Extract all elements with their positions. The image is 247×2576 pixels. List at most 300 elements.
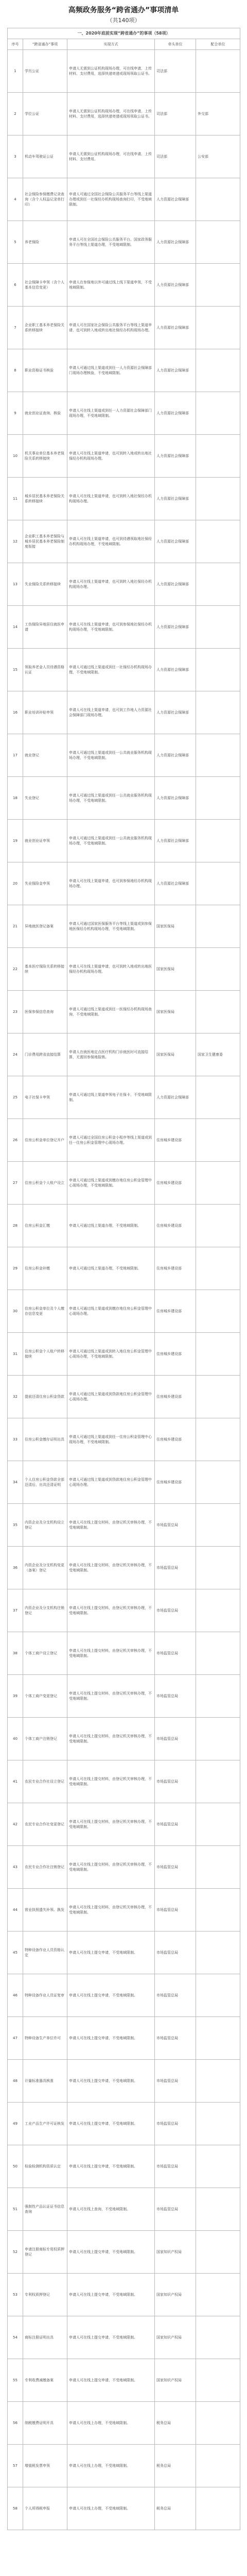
cell-no: 31 [8, 1333, 23, 1376]
cell-item: 纳税缴费证明开具 [23, 2402, 67, 2445]
cell-lead-unit: 人力资源社会保障部 [155, 734, 196, 777]
cell-item: 社会保险参保缴费记录查询（含个人权益记录单打印） [23, 178, 67, 221]
cell-item: 住房公积金缴存证明出具 [23, 1418, 67, 1461]
cell-method: 申请人可通过全国社会保险公共服务平台等线上渠道办理或到任一社保经办机构现场查询打印，不受地域限制。 [67, 178, 155, 221]
services-table [7, 28, 240, 2530]
cell-method: 申请人可在线上提交申请，不受地域限制。 [67, 2017, 155, 2060]
cell-support-unit [196, 1760, 240, 1803]
cell-support-unit [196, 1803, 240, 1846]
cell-support-unit [196, 435, 240, 478]
cell-no: 33 [8, 1418, 23, 1461]
cell-no: 45 [8, 1931, 23, 1974]
cell-method: 申请人可在线上提交材料，由登记机关审核办理，不受地域限制。 [67, 1803, 155, 1846]
cell-support-unit [196, 2445, 240, 2487]
cell-no: 58 [8, 2487, 23, 2530]
cell-lead-unit: 人力资源社会保障部 [155, 178, 196, 221]
cell-method: 申请人无需到公证机构现场办理，可在线申请、上传材料、支付费用，选择快递寄递或现场领取公证书。 [67, 93, 155, 135]
cell-support-unit [196, 1376, 240, 1418]
cell-support-unit [196, 1418, 240, 1461]
cell-lead-unit: 住房城乡建设部 [155, 1205, 196, 1247]
cell-method: 申请人可在线上渠道申请，也可到工作地人力资源社会保障部门现场办理。 [67, 691, 155, 734]
cell-method: 申请人可在线上提交申请，不受地域限制。 [67, 2316, 155, 2359]
cell-lead-unit: 市场监管总局 [155, 2145, 196, 2188]
cell-support-unit [196, 1675, 240, 1718]
cell-no: 52 [8, 2231, 23, 2274]
cell-lead-unit: 人力资源社会保障部 [155, 862, 196, 905]
table-row [8, 2188, 240, 2231]
cell-no: 21 [8, 905, 23, 948]
table-row [8, 520, 240, 563]
cell-no: 49 [8, 2103, 23, 2145]
cell-no: 8 [8, 349, 23, 392]
cell-support-unit [196, 691, 240, 734]
cell-support-unit [196, 2359, 240, 2402]
cell-support-unit [196, 1247, 240, 1290]
section-title: 一、2020年底前实现“跨省通办”的事项（58项） [8, 28, 240, 39]
table-row [8, 905, 240, 948]
cell-support-unit [196, 777, 240, 820]
cell-lead-unit: 市场监管总局 [155, 1547, 196, 1589]
table-row [8, 948, 240, 991]
cell-method: 申请人可在线上办理，不受地域限制。 [67, 2445, 155, 2487]
cell-no: 37 [8, 1589, 23, 1632]
cell-support-unit [196, 1461, 240, 1504]
table-row [8, 2487, 240, 2530]
table-row [8, 1846, 240, 1889]
cell-item: 城乡居民基本养老保险关系转移接续 [23, 478, 67, 520]
cell-lead-unit: 市场监管总局 [155, 1632, 196, 1675]
cell-support-unit [196, 264, 240, 307]
table-row [8, 2402, 240, 2445]
table-row [8, 178, 240, 221]
cell-item: 专利收费减缴备案 [23, 2359, 67, 2402]
cell-no: 50 [8, 2145, 23, 2188]
cell-item: 工伤保险异地居住就医申请 [23, 606, 67, 649]
cell-lead-unit: 税务总局 [155, 2402, 196, 2445]
cell-lead-unit: 国家知识产权局 [155, 2274, 196, 2316]
cell-item: 医保参保信息查询 [23, 991, 67, 1033]
cell-method: 申请人可在线上提交材料，由登记机关审核办理，不受地域限制。 [67, 1760, 155, 1803]
cell-item: 住房公积金汇缴 [23, 1205, 67, 1247]
table-row [8, 1418, 240, 1461]
cell-lead-unit: 市场监管总局 [155, 1589, 196, 1632]
cell-lead-unit: 市场监管总局 [155, 1931, 196, 1974]
cell-item: 个体工商户变更登记 [23, 1675, 67, 1718]
cell-item: 电子社保卡申领 [23, 1076, 67, 1119]
cell-no: 24 [8, 1033, 23, 1076]
cell-lead-unit: 住房城乡建设部 [155, 1290, 196, 1333]
cell-no: 46 [8, 1974, 23, 2017]
cell-no: 54 [8, 2316, 23, 2359]
cell-lead-unit: 住房城乡建设部 [155, 1461, 196, 1504]
table-row [8, 1889, 240, 1931]
cell-item: 农民专业合作社变更登记 [23, 1803, 67, 1846]
cell-lead-unit: 住房城乡建设部 [155, 1247, 196, 1290]
cell-support-unit [196, 520, 240, 563]
cell-no: 39 [8, 1675, 23, 1718]
cell-support-unit [196, 563, 240, 606]
cell-no: 40 [8, 1718, 23, 1760]
cell-no: 15 [8, 649, 23, 691]
cell-method: 申请人可在线上渠道或到任一人力资源社会保障部门现场办理，不受地域限制。 [67, 392, 155, 435]
cell-item: 住房公积金个人账户设立 [23, 1162, 67, 1205]
cell-method: 申请人可在线上提交申请，不受地域限制。 [67, 2060, 155, 2103]
cell-item: 机动车驾驶证公证 [23, 135, 67, 178]
cell-method: 申请人可通过线上渠道或到转入地住房公积金管理中心现场办理，不受地域限制。 [67, 1333, 155, 1376]
cell-support-unit [196, 2402, 240, 2445]
cell-support-unit: 国家卫生健康委 [196, 1033, 240, 1076]
page-title: 高频政务服务“跨省通办”事项清单 [68, 6, 179, 14]
cell-method: 申请人可在线上提交材料，由登记机关审核办理，不受地域限制。 [67, 1632, 155, 1675]
cell-no: 12 [8, 520, 23, 563]
cell-lead-unit: 司法部 [155, 50, 196, 93]
cell-lead-unit: 人力资源社会保障部 [155, 1076, 196, 1119]
cell-no: 3 [8, 135, 23, 178]
cell-support-unit [196, 1889, 240, 1931]
cell-item: 学位公证 [23, 93, 67, 135]
cell-no: 9 [8, 392, 23, 435]
cell-lead-unit: 人力资源社会保障部 [155, 649, 196, 691]
cell-support-unit [196, 392, 240, 435]
cell-support-unit [196, 1718, 240, 1760]
cell-support-unit [196, 2188, 240, 2231]
cell-item: 领取养老金人员待遇资格认证 [23, 649, 67, 691]
cell-item: 住房公积金个人账户转移接续 [23, 1333, 67, 1376]
cell-method: 申请人无需到公证机构现场办理，可在线申请、上传材料、支付费用。 [67, 135, 155, 178]
cell-method: 申请人可通过全国住房公积金小程序等线上渠道或到任一住房公积金管理中心现场办理。 [67, 1119, 155, 1162]
table-row [8, 1675, 240, 1718]
cell-item: 住房公积金单位登记开户 [23, 1119, 67, 1162]
table-row [8, 1376, 240, 1418]
cell-no: 55 [8, 2359, 23, 2402]
cell-no: 7 [8, 307, 23, 349]
cell-no: 11 [8, 478, 23, 520]
cell-lead-unit: 住房城乡建设部 [155, 1162, 196, 1205]
cell-support-unit [196, 2274, 240, 2316]
cell-no: 14 [8, 606, 23, 649]
cell-item: 特种设备作业人员资格认定 [23, 1931, 67, 1974]
cell-item: 学历公证 [23, 50, 67, 93]
cell-no: 16 [8, 691, 23, 734]
cell-no: 25 [8, 1076, 23, 1119]
cell-method: 申请人可通过线上渠道或到任一人力资源社会保障部门现场办理核验，不受地域限制。 [67, 349, 155, 392]
cell-lead-unit: 人力资源社会保障部 [155, 392, 196, 435]
cell-support-unit [196, 2103, 240, 2145]
cell-item: 住房公积金单位及个人缴存信息变更 [23, 1290, 67, 1333]
cell-support-unit [196, 734, 240, 777]
cell-lead-unit: 住房城乡建设部 [155, 1119, 196, 1162]
cell-lead-unit: 市场监管总局 [155, 2103, 196, 2145]
cell-no: 23 [8, 991, 23, 1033]
cell-method: 申请人可在线上提交材料，由登记机关审核办理，不受地域限制。 [67, 1718, 155, 1760]
cell-method: 申请人可通过线上渠道或到贷款地住房公积金管理中心现场办理。 [67, 1376, 155, 1418]
cell-support-unit [196, 221, 240, 264]
col-header-method: 实现方式 [67, 39, 155, 50]
cell-item: 增值税发票申领 [23, 2445, 67, 2487]
cell-lead-unit: 国家知识产权局 [155, 2359, 196, 2402]
table-row [8, 2060, 240, 2103]
cell-method: 申请人可在线上渠道申请，也可到转入地社保经办机构现场办理。 [67, 563, 155, 606]
cell-item: 个人住房公积金贷款全部还清后，出具还清证明 [23, 1461, 67, 1504]
cell-item: 个体工商户设立登记 [23, 1632, 67, 1675]
cell-no: 32 [8, 1376, 23, 1418]
cell-lead-unit: 国家医保局 [155, 1033, 196, 1076]
table-row [8, 1333, 240, 1376]
cell-no: 19 [8, 820, 23, 862]
table-row [8, 435, 240, 478]
cell-no: 29 [8, 1247, 23, 1290]
cell-support-unit [196, 2231, 240, 2274]
cell-no: 17 [8, 734, 23, 777]
table-row [8, 1760, 240, 1803]
cell-lead-unit: 人力资源社会保障部 [155, 264, 196, 307]
cell-item: 基本医疗保险关系转移接续 [23, 948, 67, 991]
cell-item: 住房公积金补缴 [23, 1247, 67, 1290]
table-row [8, 2231, 240, 2274]
table-row [8, 93, 240, 135]
cell-no: 47 [8, 2017, 23, 2060]
cell-item: 机关事业单位基本养老保险关系转移接续 [23, 435, 67, 478]
cell-no: 5 [8, 221, 23, 264]
cell-no: 48 [8, 2060, 23, 2103]
cell-lead-unit: 人力资源社会保障部 [155, 777, 196, 820]
cell-item: 农民专业合作社注销登记 [23, 1846, 67, 1889]
cell-support-unit [196, 307, 240, 349]
table-row [8, 2145, 240, 2188]
cell-item: 内资企业及分支机构变更（备案）登记 [23, 1547, 67, 1589]
cell-no: 10 [8, 435, 23, 478]
table-row [8, 2017, 240, 2060]
cell-item: 内资企业及分支机构注销登记 [23, 1589, 67, 1632]
cell-method: 申请人可在线上渠道申请，也可到参保地社保经办机构现场办理，不受地域限制。 [67, 606, 155, 649]
col-header-no: 序号 [8, 39, 23, 50]
col-header-item: “跨省通办”事项 [23, 39, 67, 50]
col-header-support-unit: 配合单位 [196, 39, 240, 50]
cell-item: 企业职工基本养老保险关系转移接续 [23, 307, 67, 349]
cell-method: 申请人可在线上提交申请，不受地域限制。 [67, 2103, 155, 2145]
cell-item: 个体工商户注销登记 [23, 1718, 67, 1760]
cell-item: 专利权质押登记 [23, 2274, 67, 2316]
cell-support-unit [196, 1974, 240, 2017]
table-row [8, 649, 240, 691]
table-row [8, 264, 240, 307]
cell-item: 营业执照遗失补领、换发 [23, 1889, 67, 1931]
table-row [8, 1461, 240, 1504]
cell-method: 申请人可通过线上渠道或到缴存地住房公积金管理中心现场办理。 [67, 1290, 155, 1333]
cell-lead-unit: 司法部 [155, 135, 196, 178]
cell-support-unit [196, 948, 240, 991]
cell-method: 申请人无需到公证机构现场办理，可在线申请、上传材料、支付费用，选择快递寄递或现场领取公证书。 [67, 50, 155, 93]
cell-method: 申请人可在线上提交申请，不受地域限制。 [67, 2231, 155, 2274]
cell-lead-unit: 国家知识产权局 [155, 2316, 196, 2359]
cell-no: 57 [8, 2445, 23, 2487]
cell-support-unit [196, 1290, 240, 1333]
cell-support-unit [196, 1504, 240, 1547]
cell-method: 申请人可在线上查询，不受地域限制。 [67, 2188, 155, 2231]
table-row [8, 2359, 240, 2402]
table-row [8, 1290, 240, 1333]
cell-method: 申请人可通过线上渠道办理，不受地域限制。 [67, 1247, 155, 1290]
cell-lead-unit: 人力资源社会保障部 [155, 691, 196, 734]
cell-method: 申请人可通过线上渠道或到任一医保经办机构现场查询，不受地域限制。 [67, 991, 155, 1033]
table-row [8, 734, 240, 777]
cell-no: 34 [8, 1461, 23, 1504]
cell-lead-unit: 人力资源社会保障部 [155, 563, 196, 606]
cell-method: 申请人可在全国社会保险公共服务平台、国家政务服务平台等线上渠道办理，不受地域限制。 [67, 221, 155, 264]
cell-support-unit [196, 2145, 240, 2188]
cell-lead-unit: 人力资源社会保障部 [155, 606, 196, 649]
cell-lead-unit: 市场监管总局 [155, 2060, 196, 2103]
cell-no: 44 [8, 1889, 23, 1931]
cell-lead-unit: 市场监管总局 [155, 2188, 196, 2231]
table-row [8, 2316, 240, 2359]
table-row [8, 2445, 240, 2487]
cell-support-unit [196, 2487, 240, 2530]
cell-lead-unit: 人力资源社会保障部 [155, 221, 196, 264]
cell-method: 申请人可在线上渠道申请，也可到参保地经办机构现场办理。 [67, 862, 155, 905]
cell-method: 申请人可在线上渠道申请，也可到转入地或转出地医保经办机构现场办理。 [67, 948, 155, 991]
cell-item: 职业培训补贴申领 [23, 691, 67, 734]
cell-method: 申请人可在线上渠道申请，也可到待遇领取地社保经办机构现场办理，不受地域限制。 [67, 520, 155, 563]
cell-support-unit [196, 349, 240, 392]
cell-item: 失业保险金申领 [23, 862, 67, 905]
cell-support-unit [196, 1931, 240, 1974]
cell-item: 职业资格证书核验 [23, 349, 67, 392]
cell-no: 38 [8, 1632, 23, 1675]
table-row [8, 1247, 240, 1290]
cell-lead-unit: 人力资源社会保障部 [155, 349, 196, 392]
cell-no: 2 [8, 93, 23, 135]
cell-no: 41 [8, 1760, 23, 1803]
table-row [8, 606, 240, 649]
cell-no: 22 [8, 948, 23, 991]
cell-item: 申请注册商标专用权质押登记 [23, 2231, 67, 2274]
cell-method: 申请人可通过线上渠道办理，不受地域限制。 [67, 1205, 155, 1247]
cell-lead-unit: 市场监管总局 [155, 1675, 196, 1718]
cell-lead-unit: 国家知识产权局 [155, 2231, 196, 2274]
cell-support-unit [196, 905, 240, 948]
cell-item: 养老保险 [23, 221, 67, 264]
cell-item: 工业产品生产许可证核发 [23, 2103, 67, 2145]
table-row [8, 563, 240, 606]
cell-item: 计量标准器具核准 [23, 2060, 67, 2103]
cell-no: 42 [8, 1803, 23, 1846]
cell-lead-unit: 司法部 [155, 93, 196, 135]
cell-lead-unit: 市场监管总局 [155, 1504, 196, 1547]
table-row [8, 1119, 240, 1162]
cell-item: 特种设备生产单位许可 [23, 2017, 67, 2060]
cell-support-unit [196, 1632, 240, 1675]
cell-no: 51 [8, 2188, 23, 2231]
table-row [8, 392, 240, 435]
cell-no: 27 [8, 1162, 23, 1205]
table-row [8, 777, 240, 820]
cell-item: 农民专业合作社设立登记 [23, 1760, 67, 1803]
cell-method: 申请人可通过线上渠道或到任一公共就业服务机构现场办理，不受地域限制。 [67, 820, 155, 862]
cell-method: 申请人可通过国家医保服务平台等线上渠道或到参保地医保经办机构现场办理，不受地域限制。 [67, 905, 155, 948]
cell-lead-unit: 国家医保局 [155, 991, 196, 1033]
cell-support-unit [196, 2017, 240, 2060]
cell-item: 门诊费用跨省直接结算 [23, 1033, 67, 1076]
table-row [8, 1076, 240, 1119]
cell-support-unit [196, 1846, 240, 1889]
cell-no: 20 [8, 862, 23, 905]
cell-item: 内资企业及分支机构设立登记 [23, 1504, 67, 1547]
table-row [8, 1547, 240, 1589]
cell-item: 就业创业证查询、核验 [23, 392, 67, 435]
cell-lead-unit: 住房城乡建设部 [155, 1333, 196, 1376]
cell-support-unit [196, 1333, 240, 1376]
cell-lead-unit: 人力资源社会保障部 [155, 820, 196, 862]
table-row [8, 2103, 240, 2145]
cell-method: 申请人可通过线上渠道或到任一公共就业服务机构现场办理，不受地域限制。 [67, 734, 155, 777]
table-row [8, 307, 240, 349]
table-row [8, 135, 240, 178]
cell-lead-unit: 住房城乡建设部 [155, 1376, 196, 1418]
table-row [8, 1632, 240, 1675]
cell-method: 申请人可在线上提交材料，由登记机关审核办理，不受地域限制。 [67, 1889, 155, 1931]
cell-no: 4 [8, 178, 23, 221]
cell-item: 异地就医登记备案 [23, 905, 67, 948]
table-row [8, 1033, 240, 1076]
table-row [8, 1931, 240, 1974]
cell-item: 就业创业证申领 [23, 820, 67, 862]
cell-lead-unit: 税务总局 [155, 2445, 196, 2487]
cell-method: 申请人可在线上办理，不受地域限制。 [67, 2487, 155, 2530]
table-row [8, 691, 240, 734]
cell-method: 申请人可通过线上渠道或到任一住房公积金管理中心现场办理，不受地域限制。 [67, 1418, 155, 1461]
cell-method: 申请人可通过线上渠道申领电子社保卡，不受地域限制。 [67, 1076, 155, 1119]
table-row [8, 862, 240, 905]
cell-method: 申请人可在线上提交申请，不受地域限制。 [67, 1974, 155, 2017]
table-row [8, 349, 240, 392]
table-body [8, 50, 240, 2530]
cell-no: 43 [8, 1846, 23, 1889]
cell-lead-unit: 市场监管总局 [155, 1803, 196, 1846]
cell-support-unit [196, 606, 240, 649]
cell-support-unit [196, 862, 240, 905]
cell-lead-unit: 人力资源社会保障部 [155, 478, 196, 520]
cell-item: 失业保险关系转移接续 [23, 563, 67, 606]
cell-method: 申请人可在线上提交材料，由登记机关审核办理，不受地域限制。 [67, 1846, 155, 1889]
cell-method: 申请人可在线上提交材料，由登记机关审核办理，不受地域限制。 [67, 1675, 155, 1718]
cell-method: 申请人可通过线上渠道或到缴存地住房公积金管理中心现场办理，不受地域限制。 [67, 1162, 155, 1205]
cell-lead-unit: 人力资源社会保障部 [155, 307, 196, 349]
cell-lead-unit: 市场监管总局 [155, 1889, 196, 1931]
cell-no: 36 [8, 1547, 23, 1589]
cell-method: 申请人可在线上提交申请，不受地域限制。 [67, 1931, 155, 1974]
cell-lead-unit: 市场监管总局 [155, 1760, 196, 1803]
table-row [8, 1974, 240, 2017]
cell-method: 申请人可在线上渠道申请，也可到转入地社保经办机构现场办理。 [67, 478, 155, 520]
cell-method: 申请人可通过线上渠道或到任一社保经办机构现场办理，不受地域限制。 [67, 649, 155, 691]
table-row [8, 820, 240, 862]
cell-item: 社会保障卡申领（含个人基本信息变更） [23, 264, 67, 307]
cell-item: 特种设备作业人员证复审 [23, 1974, 67, 2017]
cell-method: 申请人可在线上提交申请，不受地域限制。 [67, 2359, 155, 2402]
cell-method: 申请人可在线上提交材料，由登记机关审核办理，不受地域限制。 [67, 1547, 155, 1589]
cell-no: 30 [8, 1290, 23, 1333]
cell-item: 企业职工基本养老保险与城乡居民基本养老保险制度衔接 [23, 520, 67, 563]
cell-item: 个人所得税申报 [23, 2487, 67, 2530]
cell-support-unit [196, 1076, 240, 1119]
cell-method: 申请人可在国家社会保险公共服务平台等线上渠道申请，也可到转入地或转出地社保经办机构现场办理。 [67, 307, 155, 349]
cell-item: 失业登记 [23, 777, 67, 820]
cell-lead-unit: 市场监管总局 [155, 1974, 196, 2017]
cell-method: 申请人可在线上提交申请，不受地域限制。 [67, 2145, 155, 2188]
cell-no: 28 [8, 1205, 23, 1247]
cell-lead-unit: 税务总局 [155, 2487, 196, 2530]
